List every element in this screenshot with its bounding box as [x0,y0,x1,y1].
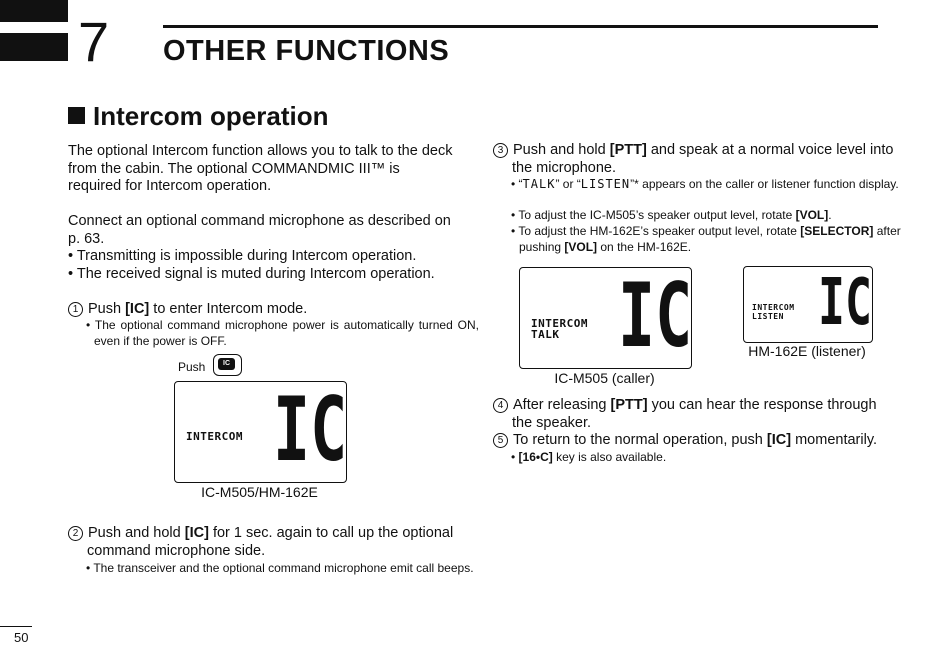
step-5: 5 To return to the normal operation, push [IC] momentarily. [493,432,897,450]
list-item: • Transmitting is impossible during Intercom operation. [68,248,417,264]
chapter-tab-bar-top [0,0,68,22]
display-caption: IC-M505/HM-162E [201,484,318,500]
lcd-intercom-text: INTERCOM [752,303,795,312]
key-label: [IC] [766,432,792,448]
key-label: [PTT] [610,397,648,413]
step-number: 2 [68,526,83,541]
step-number: 1 [68,302,83,317]
step-5-note: • [16•C] key is also available. [511,450,667,464]
step-3: 3 Push and hold [PTT] and speak at a normal voice level into the microphone. [493,142,897,177]
left-bullet-list [68,248,453,283]
chapter-number: 7 [78,10,110,73]
step-number: 4 [493,398,508,413]
step-1-note: • The optional command microphone power is automatically turned ON, even if the power is OFF. [86,318,479,348]
connect-paragraph: Connect an optional command microphone as described on p. 63. [68,213,451,247]
key-label: [IC] [125,301,150,317]
step-number: 3 [493,143,508,158]
caller-caption: IC-M505 (caller) [554,370,655,386]
key-label: [PTT] [609,142,647,158]
header-rule [163,25,878,28]
step-3-note-2: • To adjust the IC-M505’s speaker output level, rotate [VOL]. [511,208,832,222]
lcd-ic-text: IC [818,266,872,340]
intro-paragraph: The optional Intercom function allows you to talk to the deck from the cabin. The optional COMMANDMIC III™ is required for Intercom operation. [68,143,453,194]
section-title: Intercom operation [68,101,328,132]
step-1: 1 Push [IC] to enter Intercom mode. [68,301,472,319]
step-4: 4 After releasing [PTT] you can hear the response through the speaker. [493,397,897,432]
lcd-display-listener [743,266,873,343]
step-3-note-1: • “TALK” or “LISTEN”* appears on the caller or listener function display. [511,177,899,191]
lcd-talk-text: TALK [531,328,560,341]
lcd-display-caller [519,264,693,369]
list-item: • The received signal is muted during Intercom operation. [68,265,435,282]
push-label: Push [178,360,206,374]
ic-key-button[interactable] [213,354,242,376]
chapter-title: OTHER FUNCTIONS [163,35,450,67]
step-2-note: • The transceiver and the optional command microphone emit call beeps. [86,561,474,575]
lcd-ic-text: IC [273,378,348,481]
step-2: 2 Push and hold [IC] for 1 sec. again to call up the optional command microphone side. [68,525,472,560]
listener-caption: HM-162E (listener) [748,343,866,359]
key-label: [IC] [184,525,209,541]
lcd-listen-text: LISTEN [752,312,784,321]
lcd-display-main [174,378,348,483]
step-3-note-3: • To adjust the HM-162E’s speaker output level, rotate [SELECTOR] after pushing [VOL] on the HM-162E. [511,224,901,254]
ic-key-label: IC [218,358,235,370]
page-number: 50 [14,630,29,645]
chapter-tab-bar-bottom [0,33,68,61]
lcd-ic-text: IC [618,264,693,367]
lcd-intercom-text: INTERCOM [186,430,243,443]
step-number: 5 [493,433,508,448]
page-number-rule [0,626,32,627]
lcd-intercom-text: INTERCOM [531,317,588,330]
section-square-icon [68,107,85,124]
